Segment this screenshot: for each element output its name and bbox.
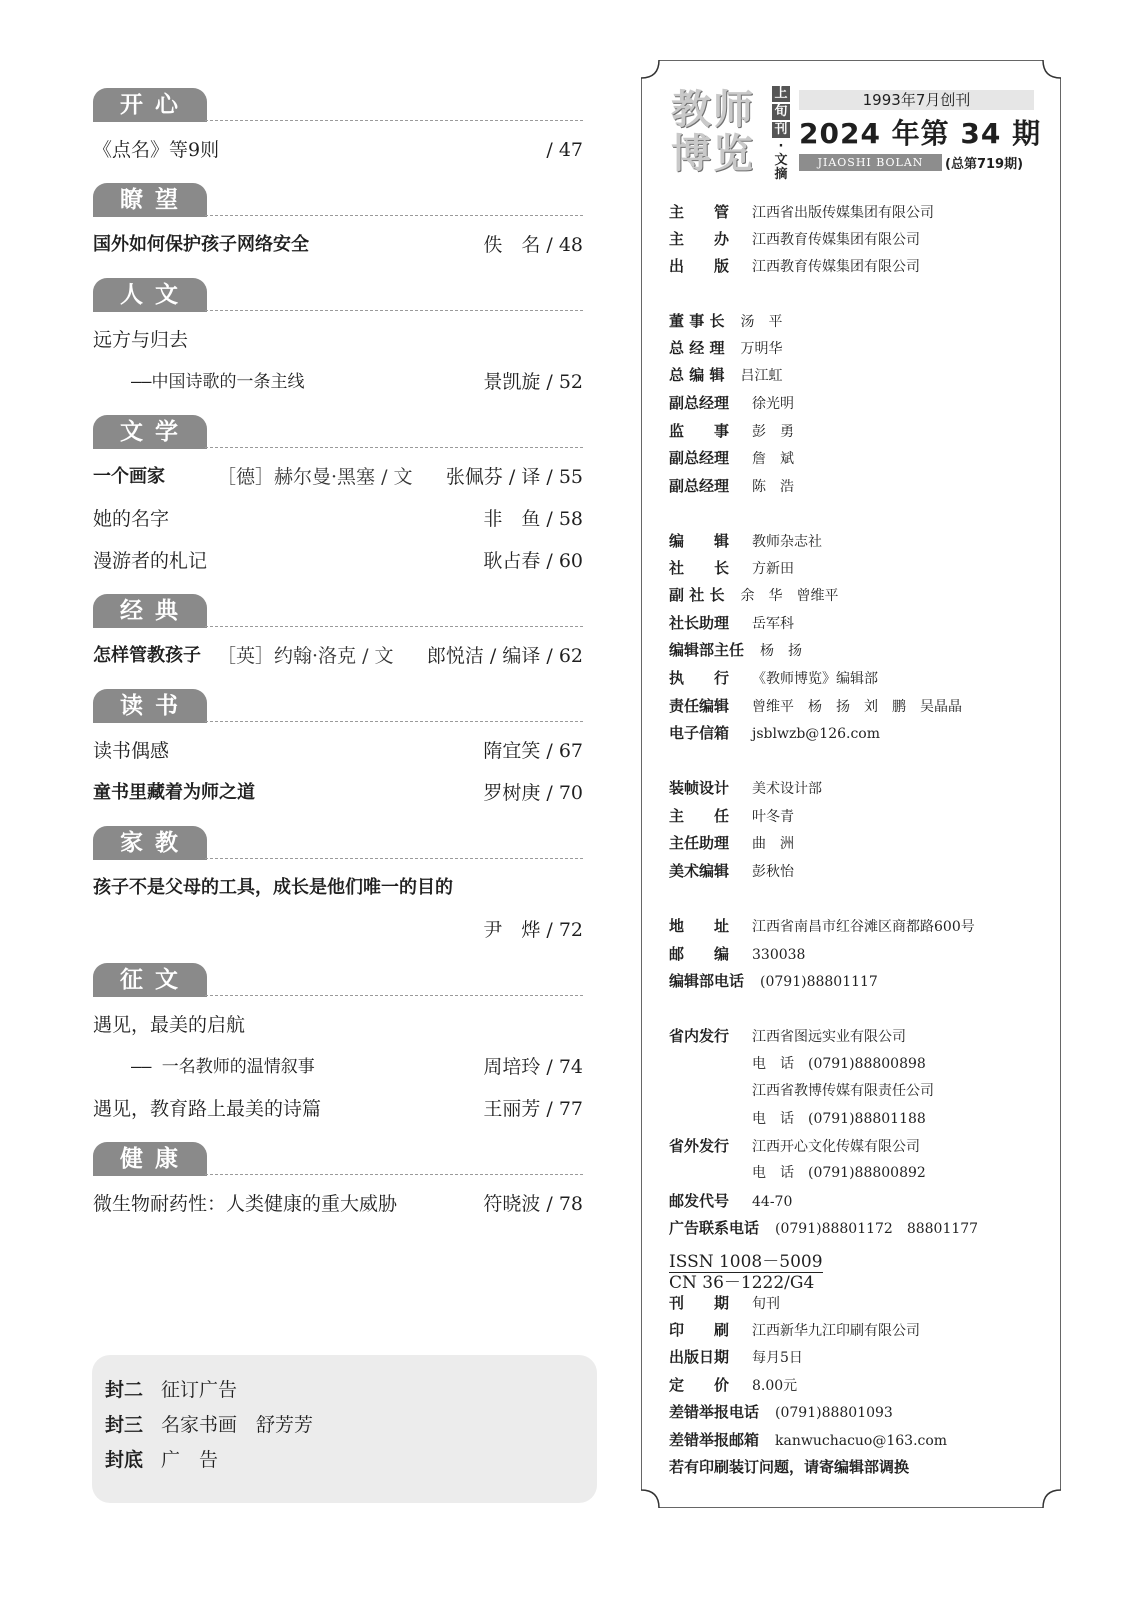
logo-char: 博 bbox=[671, 131, 711, 177]
entry-page: / 60 bbox=[546, 550, 583, 572]
entry-title: 读书偶感 bbox=[93, 740, 170, 762]
credit-label: 主任助理 bbox=[669, 834, 730, 852]
entry-byline bbox=[483, 772, 583, 814]
credit-label: 差错举报邮箱 bbox=[669, 1431, 760, 1449]
toc-entry[interactable] bbox=[93, 361, 583, 403]
credit-row bbox=[669, 832, 794, 853]
credit-value: 《教师博览》编辑部 bbox=[752, 671, 878, 687]
credit-row bbox=[669, 337, 782, 358]
credit-value: jsblwzb@126.com bbox=[752, 726, 881, 742]
entry-page: / 70 bbox=[546, 782, 583, 804]
credit-label: 监 事 bbox=[669, 422, 730, 440]
credit-value: 江西教育传媒集团有限公司 bbox=[752, 259, 920, 275]
credit-label: 执 行 bbox=[669, 669, 730, 687]
credit-row bbox=[669, 1135, 920, 1156]
credit-value: 江西教育传媒集团有限公司 bbox=[752, 232, 920, 248]
toc-entry[interactable] bbox=[93, 730, 583, 772]
credit-value: 8.00元 bbox=[752, 1378, 798, 1394]
notice-text: 若有印刷装订问题，请寄编辑部调换 bbox=[669, 1458, 910, 1476]
toc-entry[interactable] bbox=[93, 224, 583, 266]
credit-label: 副总经理 bbox=[669, 449, 730, 467]
credit-row bbox=[669, 1025, 906, 1046]
entry-byline bbox=[483, 909, 583, 951]
entry-page: / 72 bbox=[546, 919, 583, 941]
toc-entry[interactable] bbox=[93, 540, 583, 582]
credit-label: 副 社 长 bbox=[669, 586, 725, 604]
entry-page: / 52 bbox=[546, 371, 583, 393]
section-title: 征文 bbox=[93, 963, 207, 997]
credit-label: 副总经理 bbox=[669, 477, 730, 495]
credit-row bbox=[669, 447, 794, 468]
section-divider bbox=[205, 447, 583, 448]
credit-value: 江西省出版传媒集团有限公司 bbox=[752, 205, 934, 221]
credit-value: 徐光明 bbox=[752, 396, 794, 412]
credit-row bbox=[669, 1429, 947, 1450]
credit-label: 出版日期 bbox=[669, 1348, 730, 1366]
credit-label: 美术编辑 bbox=[669, 862, 730, 880]
entry-page: / 48 bbox=[546, 234, 583, 256]
credit-value: (0791)88801172 88801177 bbox=[775, 1221, 979, 1237]
credit-label: 装帧设计 bbox=[669, 779, 730, 797]
entry-author: 景凯旋 bbox=[483, 371, 541, 393]
credit-label: 刊 期 bbox=[669, 1294, 730, 1312]
credit-row bbox=[669, 584, 838, 605]
credit-label: 邮发代号 bbox=[669, 1192, 730, 1210]
credit-row bbox=[669, 1217, 978, 1238]
section-title: 文学 bbox=[93, 415, 207, 449]
entry-page: / 67 bbox=[546, 740, 583, 762]
credit-label: 主 办 bbox=[669, 230, 730, 248]
credit-label: 副总经理 bbox=[669, 394, 730, 412]
credit-value: 江西开心文化传媒有限公司 bbox=[752, 1139, 920, 1155]
credit-row bbox=[669, 310, 782, 331]
credit-label: 省外发行 bbox=[669, 1137, 730, 1155]
credit-label: 编辑部主任 bbox=[669, 641, 745, 659]
credit-value: 叶冬青 bbox=[752, 809, 794, 825]
credit-value: 彭秋怡 bbox=[752, 864, 794, 880]
credit-value: 余 华 曾维平 bbox=[740, 588, 839, 604]
entry-title: 一个画家 bbox=[93, 466, 165, 487]
entry-author: 王丽芳 bbox=[483, 1098, 541, 1120]
entry-author: 佚 名 bbox=[483, 234, 541, 256]
entry-title: —— 一名教师的温情叙事 bbox=[131, 1057, 315, 1077]
vertical-char: · bbox=[778, 139, 784, 154]
entry-original-author: ［德］赫尔曼·黑塞 / 文 bbox=[217, 466, 413, 488]
section-header bbox=[93, 689, 583, 722]
entry-author: 周培玲 bbox=[483, 1056, 541, 1078]
entry-title: 遇见，最美的启航 bbox=[93, 1014, 246, 1036]
credit-value: 教师杂志社 bbox=[752, 534, 822, 550]
credit-row bbox=[669, 201, 934, 222]
credit-row bbox=[669, 530, 822, 551]
toc-entry[interactable] bbox=[93, 129, 583, 171]
pinyin-title: JIAOSHI BOLAN bbox=[799, 154, 942, 171]
section-title: 经典 bbox=[93, 594, 207, 628]
entry-title: 遇见，教育路上最美的诗篇 bbox=[93, 1098, 322, 1120]
entry-original-author: ［英］约翰·洛克 / 文 bbox=[217, 645, 394, 667]
entry-author: 符晓波 bbox=[483, 1193, 541, 1215]
credit-row bbox=[669, 1108, 926, 1128]
section-divider bbox=[205, 721, 583, 722]
entry-page: / 77 bbox=[546, 1098, 583, 1120]
credit-row bbox=[669, 639, 802, 660]
entry-page: / 47 bbox=[546, 139, 583, 161]
section-divider bbox=[205, 1174, 583, 1175]
entry-page: / 62 bbox=[546, 645, 583, 667]
section-header bbox=[93, 826, 583, 859]
credit-row bbox=[669, 364, 782, 385]
credit-label: 省内发行 bbox=[669, 1027, 730, 1045]
toc-entry[interactable] bbox=[93, 1046, 583, 1088]
section-title: 开心 bbox=[93, 88, 207, 122]
credit-row bbox=[669, 1374, 797, 1395]
entry-author: 张佩芬 / 译 bbox=[445, 466, 541, 488]
credit-value: 44-70 bbox=[752, 1194, 793, 1210]
credit-row bbox=[669, 860, 794, 881]
toc-entry[interactable] bbox=[93, 1088, 583, 1130]
cover-item bbox=[105, 1445, 218, 1472]
table-of-contents bbox=[93, 88, 583, 1225]
section-header bbox=[93, 415, 583, 448]
credit-label: 编 辑 bbox=[669, 532, 730, 550]
credit-row bbox=[669, 392, 794, 413]
credit-value: 杨 扬 bbox=[760, 643, 803, 659]
credit-row bbox=[669, 612, 794, 633]
section-divider bbox=[205, 120, 583, 121]
credit-row bbox=[669, 1292, 780, 1313]
covers-box bbox=[92, 1355, 597, 1503]
entry-byline bbox=[483, 498, 583, 540]
magazine-logo bbox=[671, 88, 761, 178]
section-header bbox=[93, 183, 583, 216]
entry-title: 远方与归去 bbox=[93, 329, 189, 351]
credit-value: 岳军科 bbox=[752, 616, 794, 632]
credit-value: 陈 浩 bbox=[752, 479, 794, 495]
credit-label: 总 经 理 bbox=[669, 339, 725, 357]
issue-number: 2024 年第 34 期 bbox=[799, 117, 1042, 150]
credit-label: 编辑部电话 bbox=[669, 972, 745, 990]
cover-value: 征订广告 bbox=[161, 1379, 238, 1401]
credit-label: 董 事 长 bbox=[669, 312, 725, 330]
credit-value: 美术设计部 bbox=[752, 781, 822, 797]
credit-row bbox=[669, 1053, 926, 1073]
credit-value: 彭 勇 bbox=[752, 424, 794, 440]
entry-byline bbox=[483, 1088, 583, 1130]
credit-row bbox=[669, 722, 880, 743]
toc-entry[interactable] bbox=[93, 456, 583, 498]
entry-author: 郎悦洁 / 编译 bbox=[426, 645, 541, 667]
credit-row bbox=[669, 1319, 920, 1340]
credit-row bbox=[669, 1456, 909, 1477]
logo-char: 师 bbox=[713, 87, 753, 133]
entry-byline bbox=[483, 361, 583, 403]
entry-author: 尹 烨 bbox=[483, 919, 541, 941]
toc-entry[interactable] bbox=[93, 1004, 583, 1046]
credit-row bbox=[669, 557, 794, 578]
credit-row bbox=[669, 1162, 926, 1182]
section-header bbox=[93, 963, 583, 996]
entry-byline bbox=[446, 456, 583, 498]
credit-value: 方新田 bbox=[752, 561, 794, 577]
cover-item bbox=[105, 1410, 313, 1437]
entry-byline bbox=[546, 129, 583, 171]
credit-label: 邮 编 bbox=[669, 945, 730, 963]
entry-page: / 58 bbox=[546, 508, 583, 530]
credit-value: 万明华 bbox=[740, 341, 783, 357]
credit-label: 总 编 辑 bbox=[669, 366, 725, 384]
credit-value: 每月5日 bbox=[752, 1350, 803, 1366]
toc-entry[interactable] bbox=[93, 867, 583, 909]
section-header bbox=[93, 1142, 583, 1175]
section-title: 人文 bbox=[93, 278, 207, 312]
credit-row bbox=[669, 1401, 893, 1422]
entry-byline bbox=[427, 635, 583, 677]
section-title: 家教 bbox=[93, 826, 207, 860]
toc-entry[interactable] bbox=[93, 772, 583, 814]
entry-title: 《点名》等9则 bbox=[93, 139, 220, 161]
credit-value: 电 话 (0791)88800898 bbox=[752, 1056, 926, 1072]
entry-author: 非 鱼 bbox=[483, 508, 541, 530]
credit-value: 江西省南昌市红谷滩区商都路600号 bbox=[752, 919, 975, 935]
credit-value: 吕江虹 bbox=[740, 368, 783, 384]
entry-title: 漫游者的札记 bbox=[93, 550, 208, 572]
credit-label: 电子信箱 bbox=[669, 724, 730, 742]
vertical-char: 刊 bbox=[772, 122, 790, 138]
credit-value: 汤 平 bbox=[740, 314, 783, 330]
credit-row bbox=[669, 777, 822, 798]
toc-entry[interactable] bbox=[93, 909, 583, 951]
credit-label: 地 址 bbox=[669, 917, 730, 935]
credit-value: (0791)88801117 bbox=[760, 974, 878, 990]
credit-value: 曾维平 杨 扬 刘 鹏 吴晶晶 bbox=[752, 699, 962, 715]
founded-date: 1993年7月创刊 bbox=[799, 90, 1034, 110]
credit-value: 330038 bbox=[752, 947, 806, 963]
credit-row bbox=[669, 805, 794, 826]
credit-row bbox=[669, 420, 794, 441]
section-divider bbox=[205, 310, 583, 311]
credit-value: 江西省教博传媒有限责任公司 bbox=[752, 1083, 934, 1099]
entry-title: 孩子不是父母的工具，成长是他们唯一的目的 bbox=[93, 877, 453, 898]
entry-byline bbox=[483, 224, 583, 266]
credit-row bbox=[669, 1080, 934, 1100]
credit-value: 詹 斌 bbox=[752, 451, 794, 467]
issn-number: ISSN 1008－5009 bbox=[669, 1252, 823, 1272]
edition-vertical-label bbox=[772, 86, 790, 182]
toc-entry[interactable] bbox=[93, 319, 583, 361]
vertical-char: 摘 bbox=[774, 167, 788, 182]
credit-label: 出 版 bbox=[669, 257, 730, 275]
credit-value: 曲 洲 bbox=[752, 836, 794, 852]
section-divider bbox=[205, 215, 583, 216]
section-title: 健康 bbox=[93, 1142, 207, 1176]
credit-label: 主 任 bbox=[669, 807, 730, 825]
toc-entry[interactable] bbox=[93, 498, 583, 540]
section-divider bbox=[205, 858, 583, 859]
credit-value: kanwuchacuo@163.com bbox=[775, 1433, 948, 1449]
credit-label: 广告联系电话 bbox=[669, 1219, 760, 1237]
credit-row bbox=[669, 915, 975, 936]
section-header bbox=[93, 594, 583, 627]
section-header bbox=[93, 278, 583, 311]
toc-entry[interactable] bbox=[93, 1183, 583, 1225]
credit-label: 社 长 bbox=[669, 559, 730, 577]
entry-title: 怎样管教孩子 bbox=[93, 645, 201, 666]
credit-row bbox=[669, 228, 920, 249]
cover-key: 封底 bbox=[105, 1449, 144, 1471]
cover-value: 广 告 bbox=[161, 1449, 219, 1471]
vertical-char: 上 bbox=[772, 86, 790, 102]
entry-byline bbox=[483, 1183, 583, 1225]
credit-row bbox=[669, 1346, 803, 1367]
credit-value: 电 话 (0791)88801188 bbox=[752, 1111, 926, 1127]
entry-author: 隋宜笑 bbox=[483, 740, 541, 762]
logo-char: 教 bbox=[671, 87, 711, 133]
toc-entry[interactable] bbox=[93, 635, 583, 677]
entry-page: / 74 bbox=[546, 1056, 583, 1078]
vertical-char: 文 bbox=[774, 153, 788, 168]
entry-title: 她的名字 bbox=[93, 508, 170, 530]
credit-row bbox=[669, 475, 794, 496]
credit-row bbox=[669, 970, 878, 991]
credit-row bbox=[669, 943, 805, 964]
cover-key: 封二 bbox=[105, 1379, 144, 1401]
entry-byline bbox=[483, 1046, 583, 1088]
logo-char: 览 bbox=[713, 131, 753, 177]
entry-title: 微生物耐药性：人类健康的重大威胁 bbox=[93, 1193, 398, 1215]
section-title: 瞭望 bbox=[93, 183, 207, 217]
credit-value: 电 话 (0791)88800892 bbox=[752, 1165, 926, 1181]
entry-byline bbox=[483, 540, 583, 582]
credit-label: 印 刷 bbox=[669, 1321, 730, 1339]
credit-value: 江西新华九江印刷有限公司 bbox=[752, 1323, 920, 1339]
section-divider bbox=[205, 626, 583, 627]
entry-byline bbox=[483, 730, 583, 772]
section-divider bbox=[205, 995, 583, 996]
vertical-char: 旬 bbox=[772, 104, 790, 120]
section-title: 读书 bbox=[93, 689, 207, 723]
entry-title: 国外如何保护孩子网络安全 bbox=[93, 234, 309, 255]
cn-number: CN 36－1222/G4 bbox=[669, 1273, 815, 1293]
entry-author: 耿占春 bbox=[483, 550, 541, 572]
total-issue: (总第719期) bbox=[945, 157, 1024, 172]
entry-title: 童书里藏着为师之道 bbox=[93, 782, 255, 803]
credit-label: 定 价 bbox=[669, 1376, 730, 1394]
entry-author: 罗树庚 bbox=[483, 782, 541, 804]
credit-value: (0791)88801093 bbox=[775, 1405, 893, 1421]
issn-block bbox=[669, 1252, 823, 1293]
entry-page: / 78 bbox=[546, 1193, 583, 1215]
credit-row bbox=[669, 667, 878, 688]
credit-row bbox=[669, 1190, 792, 1211]
cover-value: 名家书画 舒芳芳 bbox=[161, 1414, 314, 1436]
section-header bbox=[93, 88, 583, 121]
credit-value: 旬刊 bbox=[752, 1296, 780, 1312]
cover-item bbox=[105, 1375, 237, 1402]
credit-row bbox=[669, 255, 920, 276]
masthead bbox=[641, 60, 1061, 1508]
cover-key: 封三 bbox=[105, 1414, 144, 1436]
credit-label: 责任编辑 bbox=[669, 697, 730, 715]
credit-label: 社长助理 bbox=[669, 614, 730, 632]
credit-value: 江西省图远实业有限公司 bbox=[752, 1029, 906, 1045]
credit-label: 主 管 bbox=[669, 203, 730, 221]
credit-row bbox=[669, 695, 962, 716]
credit-label: 差错举报电话 bbox=[669, 1403, 760, 1421]
entry-title: ——中国诗歌的一条主线 bbox=[131, 372, 305, 392]
entry-page: / 55 bbox=[546, 466, 583, 488]
